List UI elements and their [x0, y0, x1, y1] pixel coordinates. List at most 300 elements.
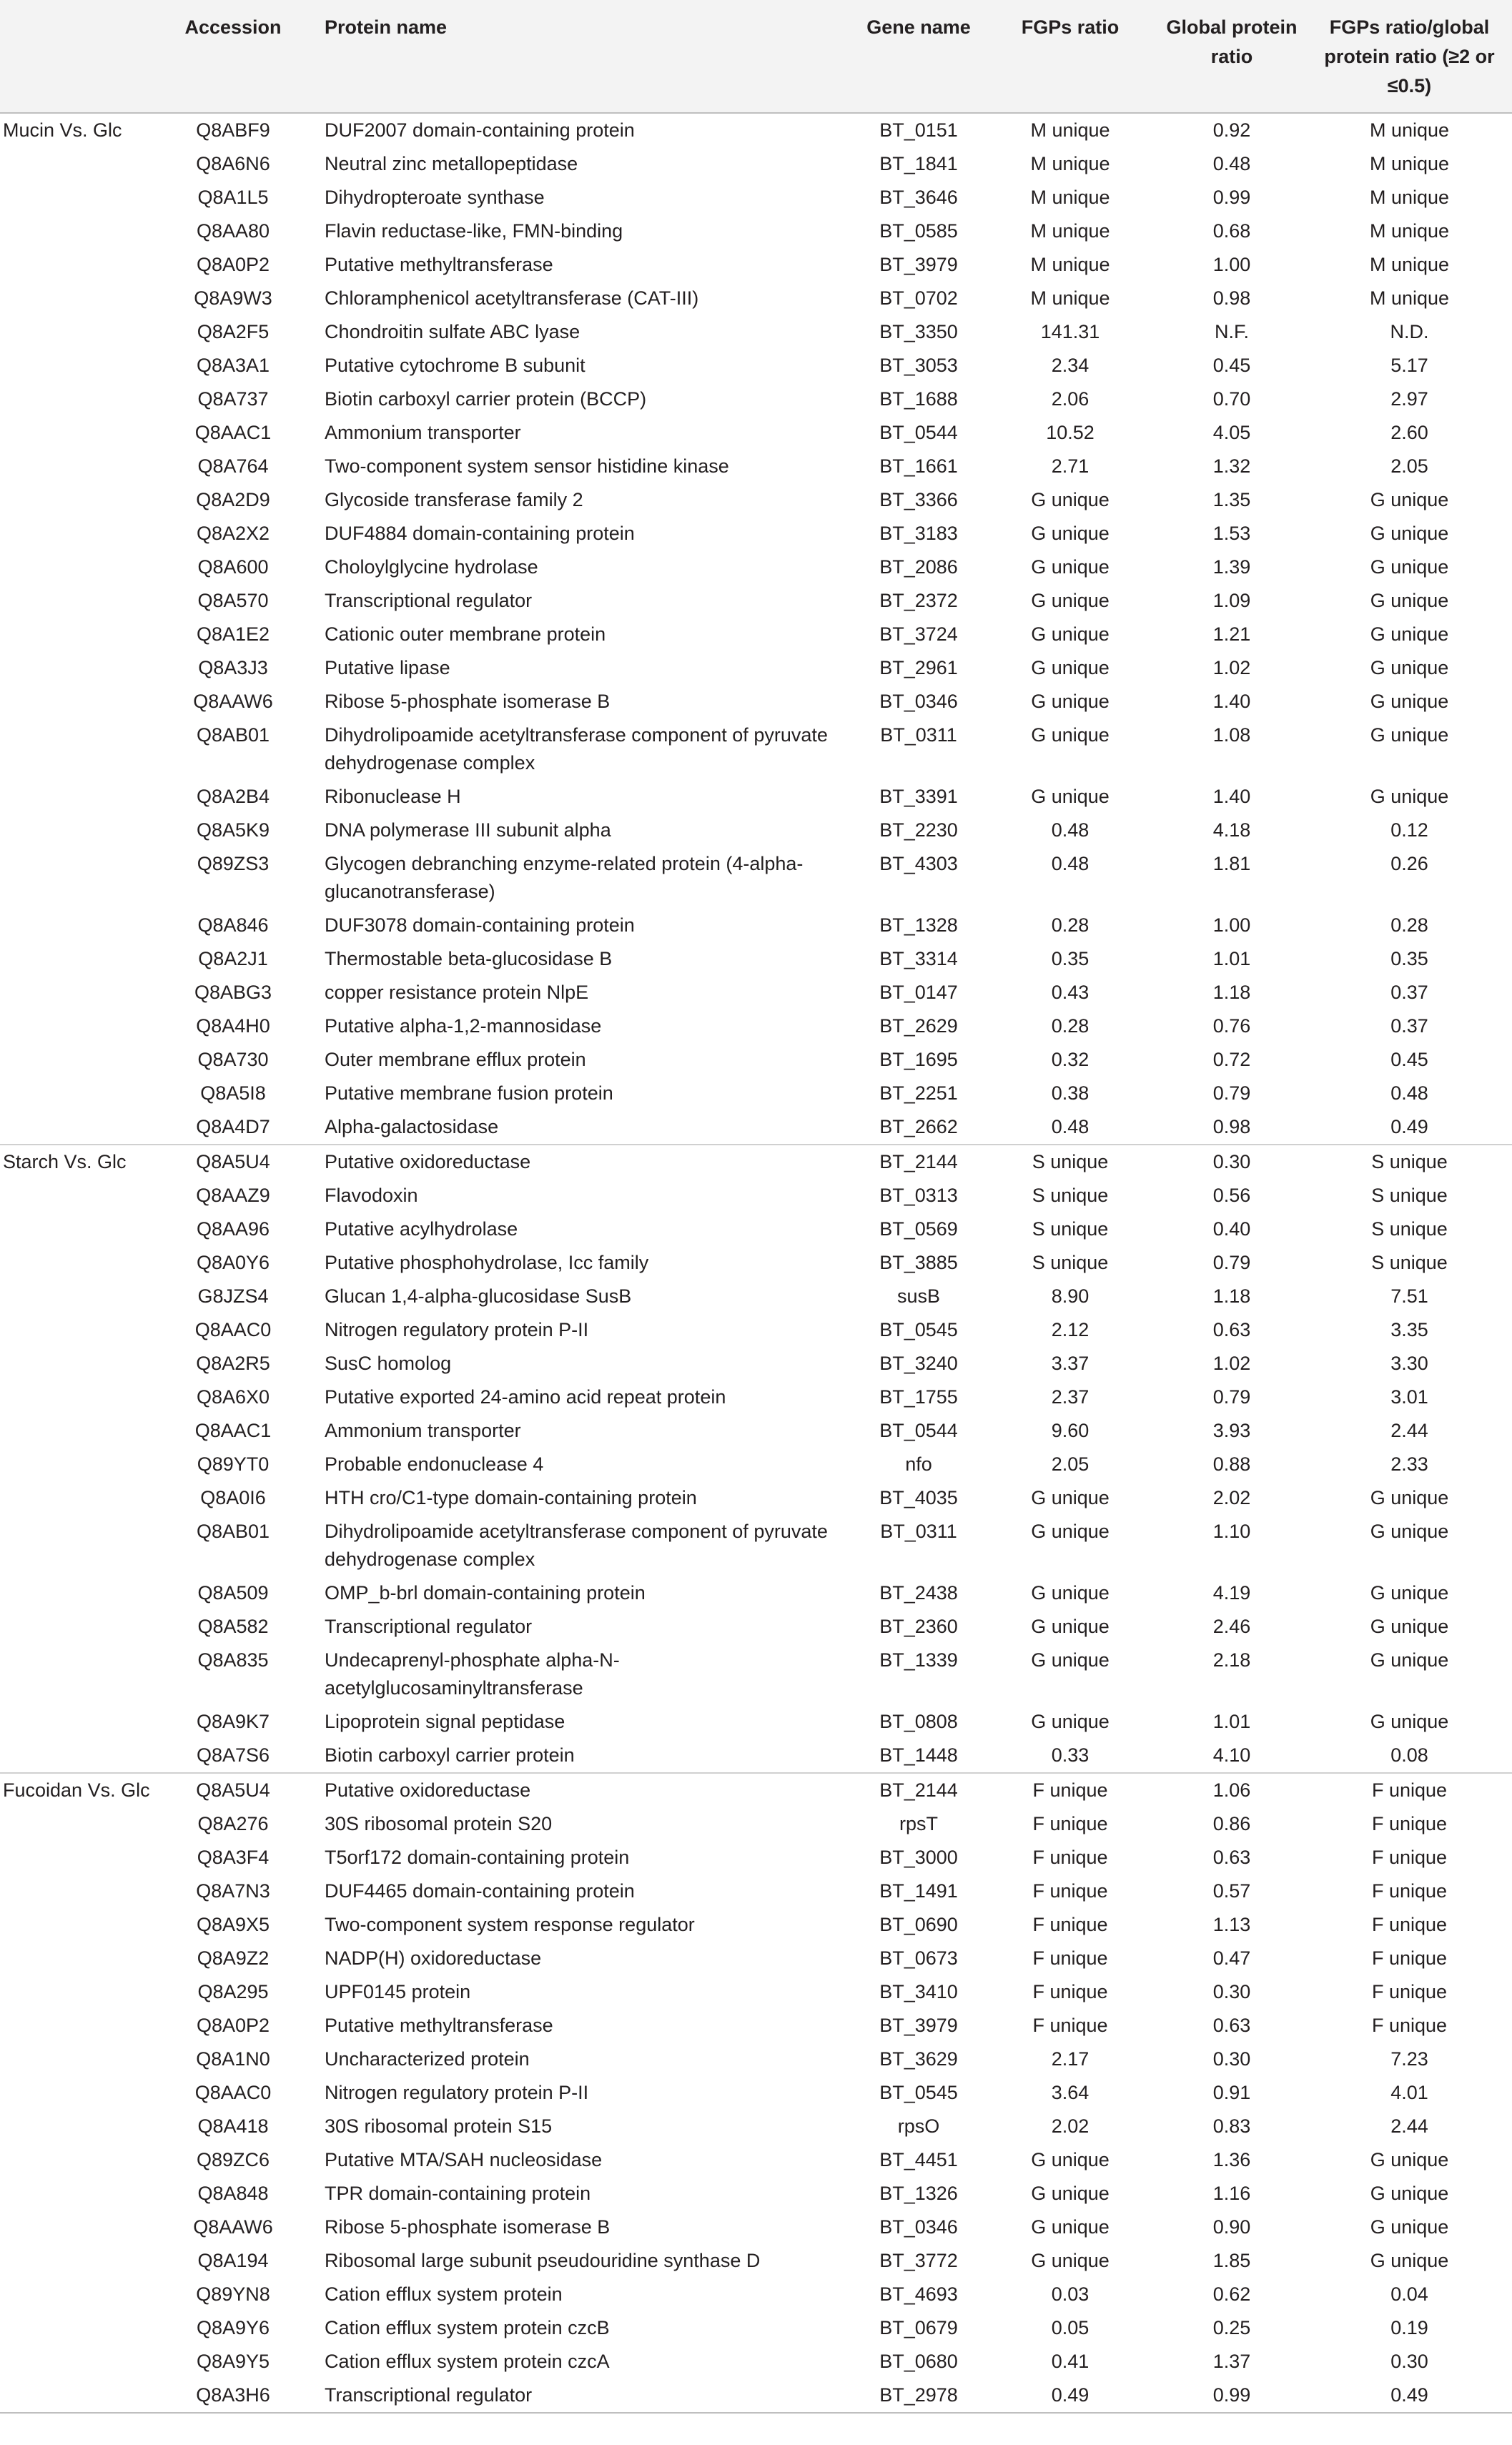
- header-fgps-ratio: FGPs ratio: [984, 0, 1157, 113]
- gene-name-cell: BT_2961: [879, 657, 958, 678]
- global-ratio-cell: 1.00: [1212, 254, 1251, 275]
- gene-name-cell: BT_0673: [879, 1947, 958, 1969]
- fgps-ratio-cell: 0.05: [1051, 2317, 1089, 2338]
- protein-name-cell: Glycogen debranching enzyme-related protein (4-alpha-glucanotransferase): [325, 853, 804, 902]
- fgps-ratio-cell: 0.48: [1051, 853, 1089, 874]
- fgps-over-global-cell: 4.01: [1390, 2082, 1428, 2103]
- comparison-group-spacer: [0, 718, 156, 780]
- global-ratio-cell: 0.72: [1212, 1049, 1251, 1070]
- comparison-group-spacer: [0, 1942, 156, 1975]
- protein-name-cell: Putative lipase: [325, 657, 450, 678]
- header-group: [0, 0, 156, 113]
- protein-name-cell: DUF4884 domain-containing protein: [325, 523, 635, 544]
- fgps-ratio-cell: G unique: [1031, 623, 1110, 645]
- gene-name-cell: BT_3183: [879, 523, 958, 544]
- protein-name-cell: Flavin reductase-like, FMN-binding: [325, 220, 623, 242]
- global-ratio-cell: 4.19: [1212, 1582, 1251, 1604]
- fgps-ratio-cell: G unique: [1031, 657, 1110, 678]
- gene-name-cell: BT_3314: [879, 948, 958, 969]
- table-row: [0, 1347, 1512, 1380]
- fgps-ratio-cell: 0.32: [1051, 1049, 1089, 1070]
- gene-name-cell: BT_1448: [879, 1744, 958, 1766]
- fgps-ratio-cell: 9.60: [1051, 1420, 1089, 1441]
- fgps-over-global-cell: S unique: [1371, 1218, 1448, 1240]
- gene-name-cell: BT_1841: [879, 153, 958, 174]
- global-ratio-cell: 1.36: [1212, 2149, 1251, 2170]
- protein-name-cell: TPR domain-containing protein: [325, 2183, 591, 2204]
- fgps-over-global-cell: 0.37: [1390, 982, 1428, 1003]
- fgps-over-global-cell: M unique: [1369, 119, 1450, 141]
- accession-cell: Q8AB01: [196, 724, 270, 746]
- comparison-group-spacer: [0, 248, 156, 282]
- accession-cell: Q8A194: [197, 2250, 269, 2271]
- accession-cell: Q8A3H6: [156, 2379, 310, 2413]
- gene-name-cell: BT_3053: [879, 355, 958, 376]
- fgps-over-global-cell: M unique: [1369, 220, 1450, 242]
- fgps-over-global-cell: M unique: [1369, 153, 1450, 174]
- fgps-ratio-cell: F unique: [1032, 1947, 1108, 1969]
- fgps-over-global-cell: 7.51: [1390, 1285, 1428, 1307]
- protein-name-cell: Undecaprenyl-phosphate alpha-N-acetylglucosaminyltransferase: [325, 1649, 620, 1699]
- table-row: [0, 718, 1512, 780]
- fgps-ratio-cell: 2.34: [1051, 355, 1089, 376]
- table-row: [0, 1705, 1512, 1739]
- accession-cell: Q8A764: [197, 455, 269, 477]
- fgps-ratio-cell: 0.48: [1051, 819, 1089, 841]
- protein-name-cell: Cation efflux system protein czcA: [325, 2351, 610, 2372]
- gene-name-cell: BT_0545: [879, 1319, 958, 1340]
- fgps-over-global-cell: 0.35: [1390, 948, 1428, 969]
- fgps-ratio-cell: F unique: [1032, 1847, 1108, 1868]
- fgps-ratio-cell: 0.41: [1051, 2351, 1089, 2372]
- comparison-group-spacer: [0, 1975, 156, 2009]
- table-row: [0, 1874, 1512, 1908]
- global-ratio-cell: 2.02: [1212, 1487, 1251, 1508]
- table-row: [0, 1739, 1512, 1773]
- comparison-group-spacer: [0, 2345, 156, 2379]
- protein-name-cell: Cation efflux system protein: [325, 2283, 563, 2305]
- fgps-over-global-cell: S unique: [1371, 1252, 1448, 1273]
- gene-name-cell: BT_0679: [879, 2317, 958, 2338]
- table-row: [0, 2076, 1512, 2110]
- global-ratio-cell: 4.18: [1212, 819, 1251, 841]
- protein-name-cell: Putative membrane fusion protein: [325, 1082, 613, 1104]
- fgps-over-global-cell: 3.30: [1390, 1353, 1428, 1374]
- protein-name-cell: Lipoprotein signal peptidase: [325, 1711, 565, 1732]
- fgps-over-global-cell: 2.44: [1390, 2115, 1428, 2137]
- table-header: [0, 0, 1512, 113]
- fgps-over-global-cell: M unique: [1369, 254, 1450, 275]
- accession-cell: Q8AA96: [196, 1218, 270, 1240]
- global-ratio-cell: 0.25: [1212, 2317, 1251, 2338]
- accession-cell: Q8A7N3: [196, 1880, 270, 1902]
- protein-name-cell: Putative methyltransferase: [325, 2015, 553, 2036]
- global-ratio-cell: 1.39: [1212, 556, 1251, 578]
- comparison-group-label: Fucoidan Vs. Glc: [0, 1773, 156, 1807]
- gene-name-cell: BT_0311: [880, 1521, 957, 1542]
- global-ratio-cell: 1.81: [1212, 853, 1251, 874]
- protein-name-cell: Putative alpha-1,2-mannosidase: [325, 1015, 602, 1037]
- protein-name-cell: Two-component system response regulator: [325, 1914, 695, 1935]
- gene-name-cell: BT_2230: [879, 819, 958, 841]
- fgps-ratio-cell: 0.03: [1051, 2283, 1089, 2305]
- comparison-group-spacer: [0, 181, 156, 214]
- gene-name-cell: BT_3391: [879, 786, 958, 807]
- gene-name-cell: BT_3979: [879, 2015, 958, 2036]
- comparison-group-spacer: [0, 1347, 156, 1380]
- table-row: [0, 517, 1512, 550]
- accession-cell: Q8A2R5: [196, 1353, 270, 1374]
- accession-cell: Q89ZC6: [196, 2149, 270, 2170]
- protein-name-cell: NADP(H) oxidoreductase: [325, 1947, 542, 1969]
- accession-cell: Q89YT0: [197, 1453, 270, 1475]
- table-row: [0, 550, 1512, 584]
- global-ratio-cell: 2.18: [1212, 1649, 1251, 1671]
- gene-name-cell: BT_3772: [879, 2250, 958, 2271]
- fgps-over-global-cell: 0.26: [1390, 853, 1428, 874]
- table-row: [0, 618, 1512, 651]
- fgps-ratio-cell: G unique: [1031, 691, 1110, 712]
- global-ratio-cell: 0.88: [1212, 1453, 1251, 1475]
- protein-name-cell: Biotin carboxyl carrier protein (BCCP): [325, 388, 647, 410]
- comparison-group-spacer: [0, 382, 156, 416]
- table-row: [0, 1481, 1512, 1515]
- global-ratio-cell: 0.79: [1212, 1252, 1251, 1273]
- table-row: [0, 2009, 1512, 2043]
- global-ratio-cell: 3.93: [1212, 1420, 1251, 1441]
- global-ratio-cell: 0.57: [1212, 1880, 1251, 1902]
- fgps-ratio-cell: 2.02: [1051, 2115, 1089, 2137]
- gene-name-cell: BT_1688: [879, 388, 958, 410]
- accession-cell: Q8A0I6: [200, 1487, 266, 1508]
- table-row: [0, 1610, 1512, 1644]
- global-ratio-cell: 0.63: [1212, 1847, 1251, 1868]
- comparison-group-spacer: [0, 416, 156, 450]
- fgps-ratio-cell: 141.31: [1040, 321, 1100, 342]
- table-row: [0, 1043, 1512, 1077]
- gene-name-cell: susB: [896, 1285, 941, 1307]
- global-ratio-cell: 0.76: [1212, 1015, 1251, 1037]
- table-row: [0, 147, 1512, 181]
- gene-name-cell: rpsT: [899, 1813, 938, 1834]
- accession-cell: Q8A9Y6: [196, 2317, 270, 2338]
- fgps-over-global-cell: 0.28: [1390, 914, 1428, 936]
- table-row: [0, 2211, 1512, 2244]
- comparison-group-spacer: [0, 814, 156, 847]
- comparison-group-label: Starch Vs. Glc: [0, 1145, 156, 1179]
- fgps-ratio-cell: S unique: [1032, 1252, 1109, 1273]
- fgps-over-global-cell: 0.37: [1390, 1015, 1428, 1037]
- fgps-ratio-cell: G unique: [1031, 1487, 1110, 1508]
- table-row: [0, 416, 1512, 450]
- protein-name-cell: Ribosomal large subunit pseudouridine synthase D: [325, 2250, 761, 2271]
- comparison-group-spacer: [0, 2043, 156, 2076]
- protein-name-cell: DUF2007 domain-containing protein: [325, 119, 635, 141]
- comparison-group-label: Mucin Vs. Glc: [3, 119, 122, 141]
- accession-cell: Q89ZS3: [197, 853, 270, 874]
- comparison-group-spacer: [0, 517, 156, 550]
- accession-cell: Q8A4D7: [196, 1116, 270, 1137]
- protein-name-cell: Chloramphenicol acetyltransferase (CAT-III): [325, 287, 699, 309]
- gene-name-cell: BT_0569: [879, 1218, 958, 1240]
- global-ratio-cell: 1.00: [1212, 914, 1251, 936]
- fgps-over-global-cell: G unique: [1370, 786, 1449, 807]
- fgps-over-global-cell: G unique: [1370, 2216, 1449, 2238]
- fgps-ratio-cell: 0.28: [1051, 914, 1089, 936]
- fgps-over-global-cell: S unique: [1371, 1185, 1448, 1206]
- fgps-over-global-cell: G unique: [1370, 590, 1449, 611]
- gene-name-cell: nfo: [905, 1453, 932, 1475]
- protein-name-cell: 30S ribosomal protein S15: [325, 2115, 553, 2137]
- accession-cell: Q8A4H0: [196, 1015, 270, 1037]
- comparison-group-spacer: [0, 2244, 156, 2278]
- global-ratio-cell: 1.21: [1212, 623, 1251, 645]
- comparison-group-spacer: [0, 1841, 156, 1874]
- fgps-over-global-cell: M unique: [1369, 187, 1450, 208]
- fgps-over-global-cell: F unique: [1371, 1914, 1448, 1935]
- gene-name-cell: BT_1661: [879, 455, 958, 477]
- table-row: [0, 1313, 1512, 1347]
- accession-cell: Q8A9K7: [196, 1711, 270, 1732]
- comparison-group-spacer: [0, 1610, 156, 1644]
- gene-name-cell: BT_0346: [879, 2216, 958, 2238]
- comparison-group-spacer: [0, 1908, 156, 1942]
- table-row: [0, 315, 1512, 349]
- global-ratio-cell: 0.30: [1157, 1145, 1307, 1179]
- gene-name-cell: BT_2086: [879, 556, 958, 578]
- global-ratio-cell: 0.79: [1212, 1386, 1251, 1408]
- fgps-ratio-cell: G unique: [1031, 2250, 1110, 2271]
- comparison-group-spacer: [0, 550, 156, 584]
- global-ratio-cell: 0.56: [1212, 1185, 1251, 1206]
- protein-name-cell: copper resistance protein NlpE: [325, 982, 589, 1003]
- fgps-over-global-cell: G unique: [1370, 724, 1449, 746]
- fgps-ratio-cell: F unique: [1032, 1813, 1108, 1834]
- global-ratio-cell: 1.01: [1212, 948, 1251, 969]
- table-row: [0, 2311, 1512, 2345]
- protein-name-cell: Putative MTA/SAH nucleosidase: [325, 2149, 603, 2170]
- fgps-over-global-cell: G unique: [1370, 1616, 1449, 1637]
- global-ratio-cell: 0.98: [1212, 287, 1251, 309]
- comparison-group-spacer: [0, 584, 156, 618]
- global-ratio-cell: 0.48: [1212, 153, 1251, 174]
- fgps-ratio-cell: G unique: [1031, 1711, 1110, 1732]
- table-row: [0, 1942, 1512, 1975]
- gene-name-cell: BT_1339: [879, 1649, 958, 1671]
- global-ratio-cell: 1.18: [1212, 1285, 1251, 1307]
- fgps-ratio-cell: S unique: [1032, 1185, 1109, 1206]
- global-ratio-cell: 0.63: [1212, 1319, 1251, 1340]
- fgps-ratio-cell: 2.37: [1051, 1386, 1089, 1408]
- fgps-over-global-cell: 0.48: [1390, 1082, 1428, 1104]
- fgps-ratio-cell: G unique: [1031, 786, 1110, 807]
- protein-name-cell: UPF0145 protein: [325, 1981, 471, 2002]
- fgps-ratio-cell: M unique: [1030, 287, 1110, 309]
- protein-name-cell: Outer membrane efflux protein: [325, 1049, 586, 1070]
- table-row: [0, 2345, 1512, 2379]
- global-ratio-cell: 0.63: [1212, 2015, 1251, 2036]
- global-ratio-cell: 4.10: [1212, 1744, 1251, 1766]
- comparison-group-spacer: [0, 976, 156, 1009]
- gene-name-cell: BT_0702: [879, 287, 958, 309]
- comparison-group-spacer: [0, 1448, 156, 1481]
- fgps-ratio-cell: S unique: [1032, 1218, 1109, 1240]
- fgps-over-global-cell: G unique: [1370, 489, 1449, 510]
- gene-name-cell: BT_4035: [879, 1487, 958, 1508]
- table-row: [0, 113, 1512, 147]
- gene-name-cell: BT_3366: [879, 489, 958, 510]
- protein-name-cell: Nitrogen regulatory protein P-II: [325, 2082, 589, 2103]
- fgps-over-global-cell: F unique: [1371, 1847, 1448, 1868]
- comparison-group-spacer: [0, 450, 156, 483]
- accession-cell: Q8AAC1: [194, 422, 272, 443]
- global-ratio-cell: 0.98: [1212, 1116, 1251, 1137]
- gene-name-cell: BT_3979: [879, 254, 958, 275]
- gene-name-cell: BT_3724: [879, 623, 958, 645]
- table-row: [0, 1576, 1512, 1610]
- table-row: [0, 909, 1512, 942]
- global-ratio-cell: 0.83: [1212, 2115, 1251, 2137]
- comparison-group-spacer: [0, 1043, 156, 1077]
- comparison-group-spacer: [0, 2177, 156, 2211]
- global-ratio-cell: 1.32: [1212, 455, 1251, 477]
- gene-name-cell: BT_0151: [879, 119, 958, 141]
- protein-name-cell: Two-component system sensor histidine kinase: [325, 455, 729, 477]
- fgps-ratio-cell: F unique: [1032, 1981, 1108, 2002]
- accession-cell: Q8A1E2: [196, 623, 270, 645]
- fgps-ratio-cell: G unique: [1031, 2216, 1110, 2238]
- protein-name-cell: Biotin carboxyl carrier protein: [325, 1744, 575, 1766]
- table-row: [0, 2043, 1512, 2076]
- fgps-over-global-cell: 0.19: [1390, 2317, 1428, 2338]
- fgps-over-global-cell: 5.17: [1390, 355, 1428, 376]
- accession-cell: Q8A1L5: [197, 187, 269, 208]
- table-row: [0, 685, 1512, 718]
- table-row: [0, 2110, 1512, 2143]
- comparison-group-spacer: [0, 1380, 156, 1414]
- protein-name-cell: T5orf172 domain-containing protein: [325, 1847, 630, 1868]
- table-body: [0, 113, 1512, 2413]
- protein-name-cell: DUF3078 domain-containing protein: [325, 914, 635, 936]
- comparison-group-spacer: [0, 685, 156, 718]
- gene-name-cell: BT_4451: [879, 2149, 958, 2170]
- protein-name-cell: Putative phosphohydrolase, Icc family: [325, 1252, 649, 1273]
- table-row: [0, 382, 1512, 416]
- fgps-over-global-cell: 2.05: [1390, 455, 1428, 477]
- gene-name-cell: BT_3000: [879, 1847, 958, 1868]
- fgps-over-global-cell: G unique: [1370, 1521, 1449, 1542]
- comparison-group-spacer: [0, 942, 156, 976]
- accession-cell: Q8A7S6: [196, 1744, 270, 1766]
- protein-name-cell: Uncharacterized protein: [325, 2048, 530, 2070]
- fgps-over-global-cell: 0.30: [1390, 2351, 1428, 2372]
- table-row: [0, 1644, 1512, 1705]
- comparison-group-spacer: [0, 1212, 156, 1246]
- header-row: [0, 0, 1512, 113]
- comparison-group-spacer: [0, 618, 156, 651]
- protein-name-cell: Dihydropteroate synthase: [325, 187, 545, 208]
- accession-cell: Q8A418: [197, 2115, 269, 2137]
- protein-name-cell: Putative oxidoreductase: [310, 1773, 854, 1807]
- global-ratio-cell: 0.90: [1212, 2216, 1251, 2238]
- protein-name-cell: Cationic outer membrane protein: [325, 623, 606, 645]
- gene-name-cell: BT_2978: [854, 2379, 984, 2413]
- global-ratio-cell: 1.18: [1212, 982, 1251, 1003]
- accession-cell: Q8A9X5: [196, 1914, 270, 1935]
- gene-name-cell: BT_1326: [879, 2183, 958, 2204]
- comparison-group-spacer: [0, 2110, 156, 2143]
- comparison-group-spacer: [0, 1009, 156, 1043]
- gene-name-cell: BT_4693: [879, 2283, 958, 2305]
- global-ratio-cell: 0.91: [1212, 2082, 1251, 2103]
- protein-name-cell: Putative oxidoreductase: [310, 1145, 854, 1179]
- comparison-group-spacer: [0, 2379, 156, 2413]
- accession-cell: Q8A2J1: [198, 948, 268, 969]
- gene-name-cell: BT_2662: [879, 1116, 958, 1137]
- fgps-over-global-cell: 2.60: [1390, 422, 1428, 443]
- table-row: [0, 1009, 1512, 1043]
- fgps-ratio-cell: 0.35: [1051, 948, 1089, 969]
- comparison-group-spacer: [0, 349, 156, 382]
- protein-name-cell: Transcriptional regulator: [325, 1616, 533, 1637]
- comparison-group-spacer: [0, 1739, 156, 1773]
- protein-name-cell: Choloylglycine hydrolase: [325, 556, 538, 578]
- global-ratio-cell: 1.06: [1157, 1773, 1307, 1807]
- protein-name-cell: Putative methyltransferase: [325, 254, 553, 275]
- gene-name-cell: BT_3885: [879, 1252, 958, 1273]
- protein-name-cell: DNA polymerase III subunit alpha: [325, 819, 611, 841]
- comparison-group-spacer: [0, 2143, 156, 2177]
- comparison-group-spacer: [0, 2076, 156, 2110]
- global-ratio-cell: 1.37: [1212, 2351, 1251, 2372]
- accession-cell: Q8A582: [197, 1616, 269, 1637]
- comparison-group-spacer: [0, 1807, 156, 1841]
- table-row: [0, 976, 1512, 1009]
- fgps-over-global-cell: G unique: [1370, 623, 1449, 645]
- fgps-ratio-cell: F unique: [1032, 1914, 1108, 1935]
- gene-name-cell: BT_1328: [879, 914, 958, 936]
- fgps-ratio-cell: M unique: [1030, 119, 1110, 141]
- table-row: [0, 214, 1512, 248]
- comparison-group-spacer: [0, 1515, 156, 1576]
- fgps-over-global-cell: 0.49: [1307, 2379, 1512, 2413]
- table-row: [0, 1077, 1512, 1110]
- fgps-over-global-cell: 2.33: [1390, 1453, 1428, 1475]
- fgps-ratio-cell: M unique: [1030, 220, 1110, 242]
- accession-cell: Q8A5K9: [196, 819, 270, 841]
- comparison-group-spacer: [0, 1576, 156, 1610]
- fgps-ratio-cell: M unique: [1030, 254, 1110, 275]
- accession-cell: Q8A835: [197, 1649, 269, 1671]
- table-row: [0, 1515, 1512, 1576]
- global-ratio-cell: 1.35: [1212, 489, 1251, 510]
- table-row: [0, 483, 1512, 517]
- global-ratio-cell: 0.68: [1212, 220, 1251, 242]
- protein-name-cell: Ammonium transporter: [325, 1420, 521, 1441]
- table-row: [0, 651, 1512, 685]
- global-ratio-cell: 1.13: [1212, 1914, 1251, 1935]
- fgps-ratio-cell: F unique: [1032, 2015, 1108, 2036]
- accession-cell: Q8A570: [197, 590, 269, 611]
- fgps-ratio-cell: G unique: [1031, 489, 1110, 510]
- protein-name-cell: Chondroitin sulfate ABC lyase: [325, 321, 580, 342]
- comparison-group-spacer: [0, 147, 156, 181]
- accession-cell: Q8A3A1: [196, 355, 270, 376]
- comparison-group-spacer: [0, 1246, 156, 1280]
- protein-name-cell: HTH cro/C1-type domain-containing protein: [325, 1487, 697, 1508]
- fgps-over-global-cell: N.D.: [1390, 321, 1429, 342]
- global-ratio-cell: 1.10: [1212, 1521, 1251, 1542]
